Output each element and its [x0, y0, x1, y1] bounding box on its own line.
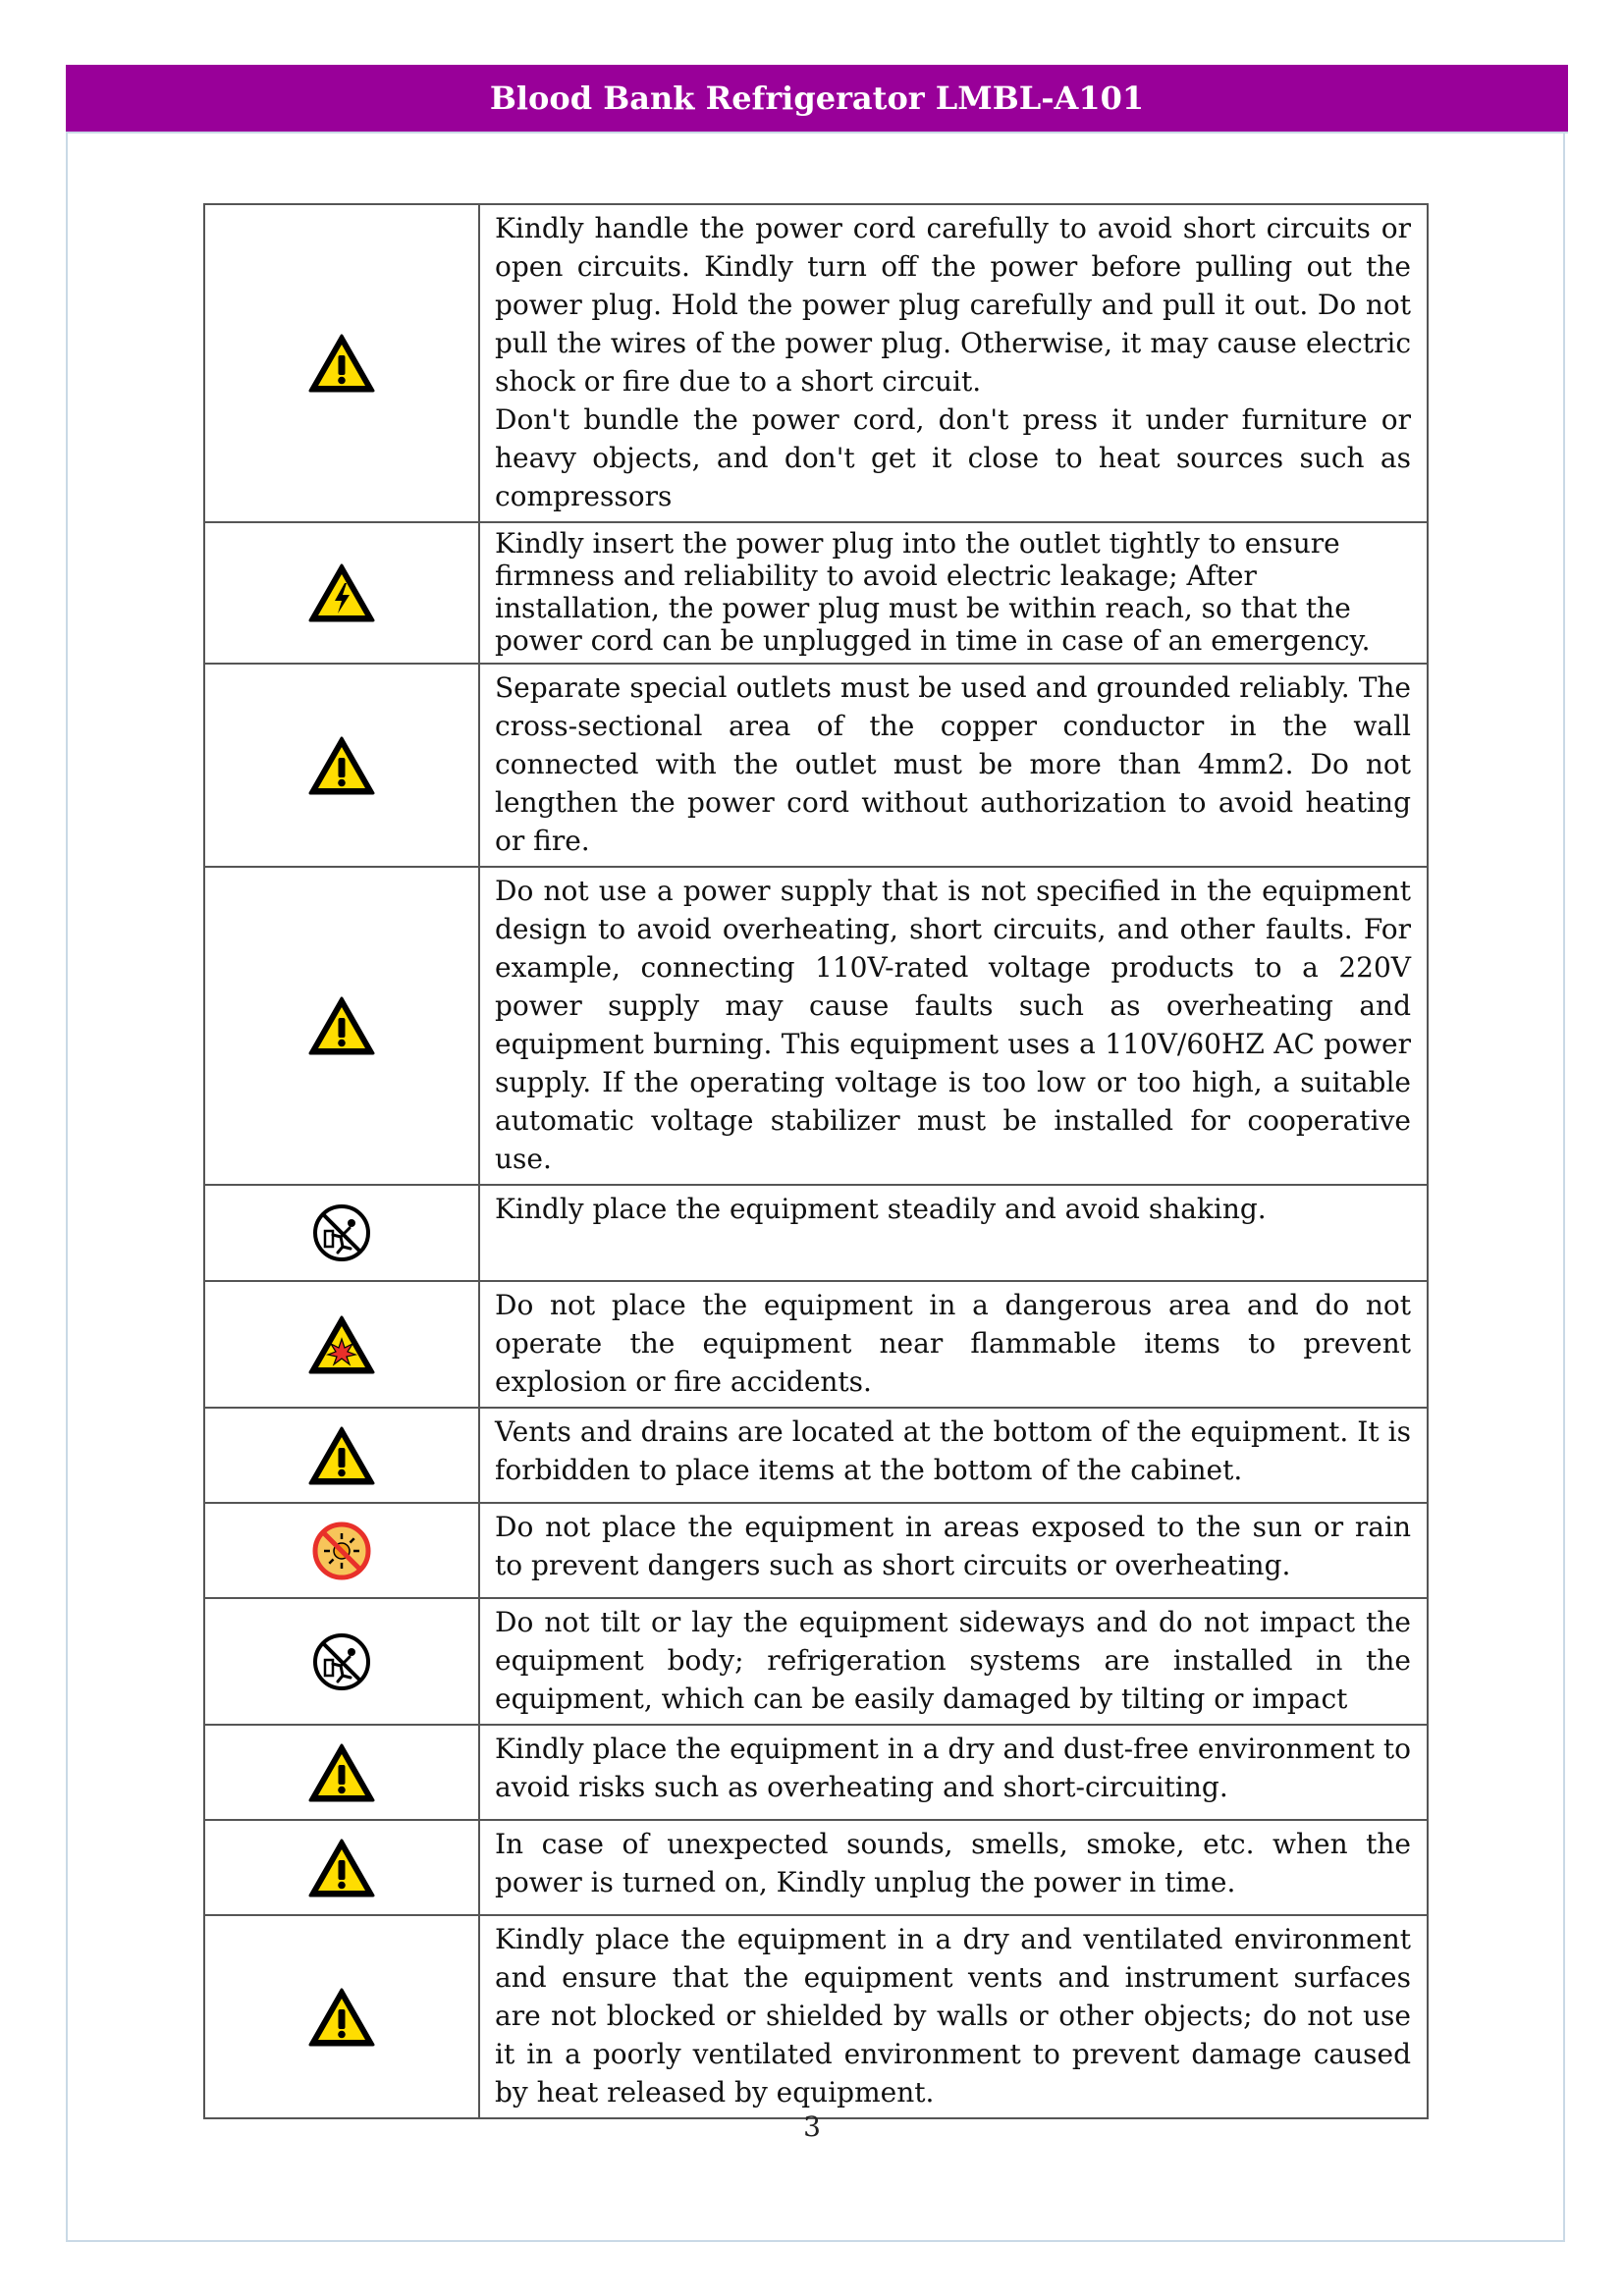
instruction-text: Do not place the equipment in a dangerous area and do not operate the equipment near flammable items to prevent explosion or fire accidents. — [495, 1289, 1411, 1398]
instruction-text: Separate special outlets must be used and grounded reliably. The cross-sectional area of the copper conductor in the wall connected with the outlet must be more than 4mm2. Do not lengthen the power cord without authorization to avoid heating or fire. — [495, 671, 1411, 857]
safety-table — [203, 203, 1429, 2119]
table-row — [204, 204, 1428, 522]
instruction-text: Kindly place the equipment steadily and avoid shaking. — [495, 1193, 1267, 1225]
icon-cell — [204, 1281, 479, 1408]
table-row — [204, 1503, 1428, 1598]
icon-cell — [204, 522, 479, 664]
table-row — [204, 1281, 1428, 1408]
warning-exclamation-icon — [307, 994, 376, 1057]
icon-cell — [204, 1725, 479, 1820]
page-number: 3 — [803, 2110, 821, 2143]
icon-cell — [204, 664, 479, 867]
instruction-text: Don't bundle the power cord, don't press it under furniture or heavy objects, and don't get it close to heat sources such as compressors — [495, 403, 1411, 512]
no-shaking-icon — [307, 1201, 376, 1264]
instruction-cell — [479, 1598, 1428, 1725]
table-row — [204, 1725, 1428, 1820]
instruction-cell — [479, 522, 1428, 664]
table-row — [204, 1915, 1428, 2118]
instruction-text: Do not use a power supply that is not specified in the equipment design to avoid overheating, short circuits, and other faults. For example, connecting 110V-rated voltage products to a 220V power supply may cause faults such as overheating and equipment burning. This equipment uses a 110V/60HZ AC power supply. If the operating voltage is too low or too high, a suitable automatic voltage stabilizer must be installed for cooperative use. — [495, 875, 1411, 1175]
table-row — [204, 1408, 1428, 1503]
instruction-cell — [479, 1281, 1428, 1408]
instruction-text: Kindly place the equipment in a dry and ventilated environment and ensure that the equipment vents and instrument surfaces are not blocked or shielded by walls or other objects; do not use it in a poorly ventilated environment to prevent damage caused by heat released by equipment. — [495, 1923, 1411, 2109]
instruction-cell — [479, 867, 1428, 1185]
icon-cell — [204, 867, 479, 1185]
warning-exclamation-icon — [307, 1986, 376, 2049]
table-row — [204, 1598, 1428, 1725]
icon-cell — [204, 1915, 479, 2118]
table-row — [204, 522, 1428, 664]
icon-cell — [204, 1820, 479, 1915]
instruction-cell — [479, 664, 1428, 867]
instruction-text: In case of unexpected sounds, smells, smoke, etc. when the power is turned on, Kindly unplug the power in time. — [495, 1828, 1411, 1898]
table-row — [204, 867, 1428, 1185]
no-sun-exposure-icon — [307, 1520, 376, 1582]
instruction-cell — [479, 1408, 1428, 1503]
instruction-cell — [479, 1915, 1428, 2118]
instruction-cell — [479, 1820, 1428, 1915]
table-row — [204, 1185, 1428, 1281]
instruction-cell — [479, 204, 1428, 522]
warning-exclamation-icon — [307, 1741, 376, 1804]
instruction-text: Do not tilt or lay the equipment sideways and do not impact the equipment body; refrigeration systems are installed in the equipment, which can be easily damaged by tilting or impact — [495, 1606, 1411, 1715]
electric-shock-warning-icon — [307, 561, 376, 624]
instruction-text: Kindly handle the power cord carefully to avoid short circuits or open circuits. Kindly turn off the power before pulling out the power plug. Hold the power plug carefully and pull it out. Do not pull the wires of the power plug. Otherwise, it may cause electric shock or fire due to a short circuit. — [495, 212, 1411, 398]
icon-cell — [204, 204, 479, 522]
warning-exclamation-icon — [307, 1424, 376, 1487]
icon-cell — [204, 1408, 479, 1503]
instruction-text: Vents and drains are located at the bottom of the equipment. It is forbidden to place items at the bottom of the cabinet. — [495, 1415, 1411, 1486]
document-title: Blood Bank Refrigerator LMBL-A101 — [489, 80, 1145, 117]
explosion-warning-icon — [307, 1313, 376, 1376]
icon-cell — [204, 1598, 479, 1725]
instruction-cell — [479, 1725, 1428, 1820]
icon-cell — [204, 1185, 479, 1281]
warning-exclamation-icon — [307, 1837, 376, 1899]
table-row — [204, 1820, 1428, 1915]
icon-cell — [204, 1503, 479, 1598]
instruction-text: Do not place the equipment in areas exposed to the sun or rain to prevent dangers such as short circuits or overheating. — [495, 1511, 1411, 1581]
header-bar — [66, 65, 1568, 133]
instruction-text: Kindly place the equipment in a dry and dust-free environment to avoid risks such as overheating and short-circuiting. — [495, 1733, 1411, 1803]
instruction-cell — [479, 1185, 1428, 1281]
instruction-cell — [479, 1503, 1428, 1598]
table-row — [204, 664, 1428, 867]
warning-exclamation-icon — [307, 734, 376, 797]
no-tilting-icon — [307, 1630, 376, 1693]
warning-exclamation-icon — [307, 332, 376, 395]
instruction-text: Kindly insert the power plug into the outlet tightly to ensure firmness and reliability to avoid electric leakage; After installation, the power plug must be within reach, so that the power cord can be unplugged in time in case of an emergency. — [495, 527, 1371, 657]
